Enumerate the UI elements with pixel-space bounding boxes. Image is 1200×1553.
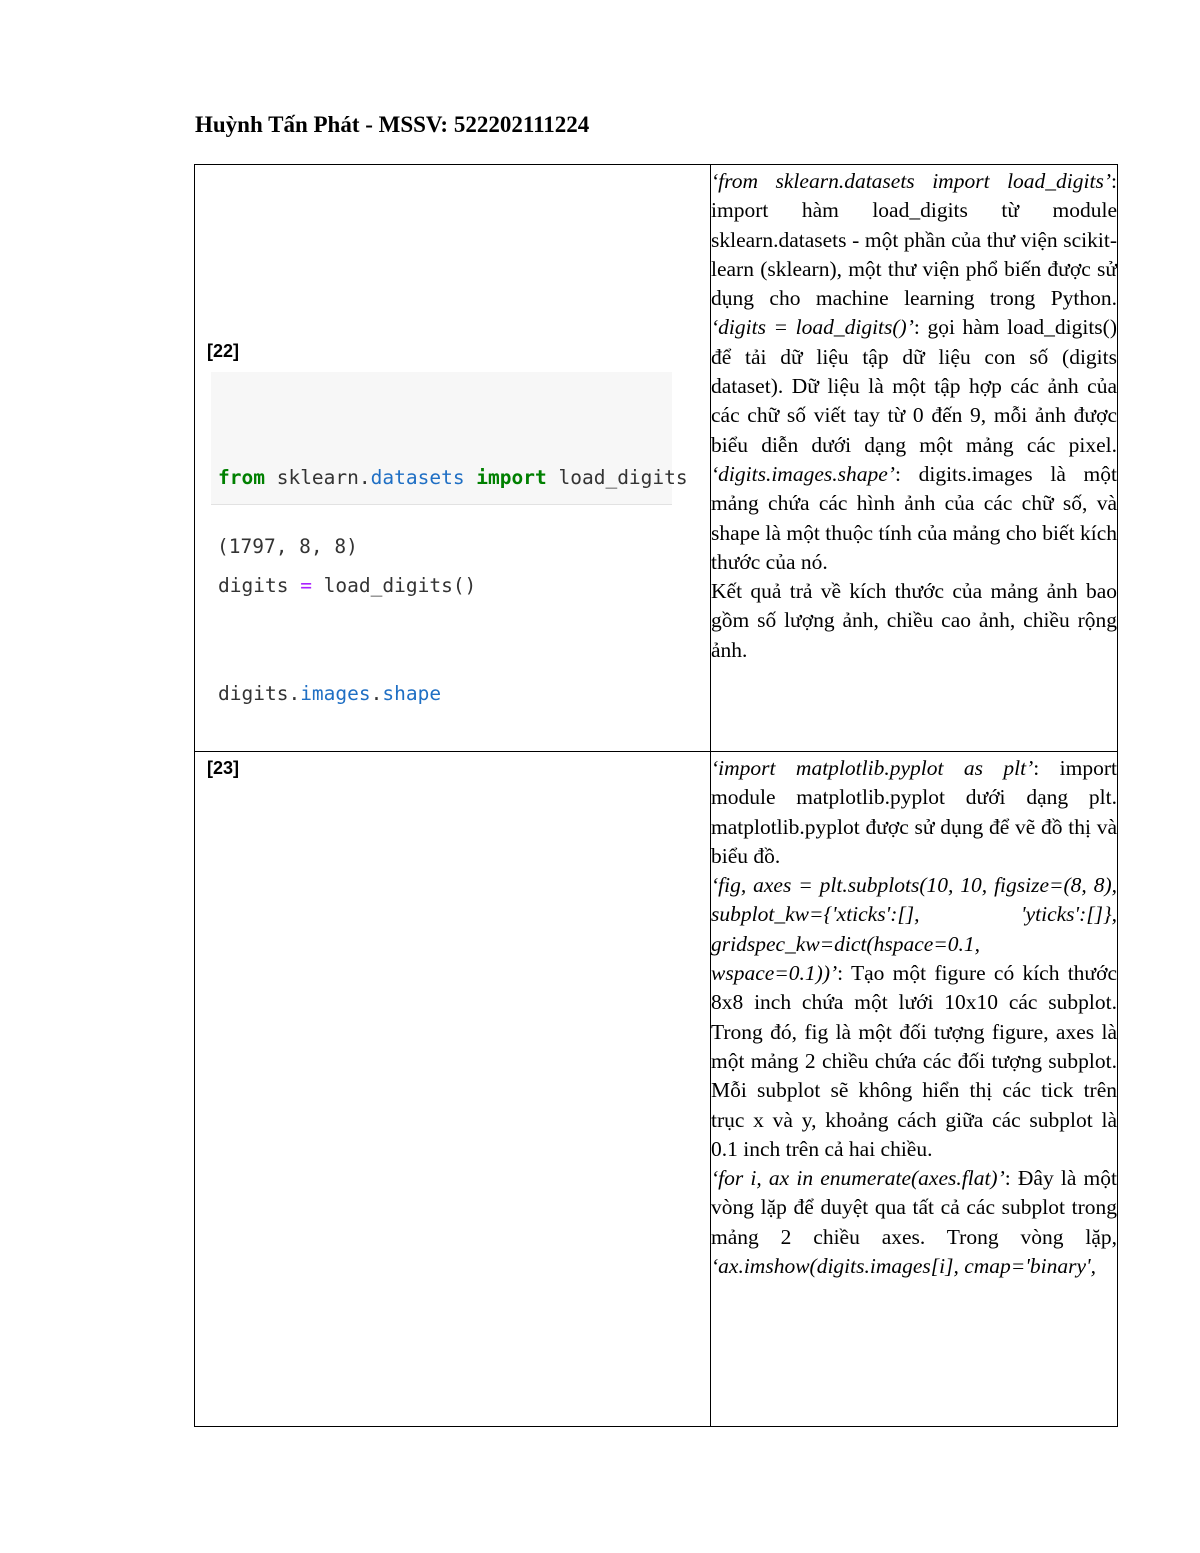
code-keyword: from [218,466,265,489]
code-token: digits. [218,682,301,705]
code-token: . [370,682,383,705]
explanation-text: : Đây là một vòng lặp để duyệt qua tất cả các subplot trong mảng 2 chiều axes. Trong vòng lặp, [711,1166,1117,1249]
explanation-text: : gọi hàm load_digits() để tải dữ liệu tập dữ liệu con số (digits dataset). Dữ liệu là một tập hợp các ảnh của các chữ số viết tay từ 0 đến 9, mỗi ảnh được biểu diễn dưới dạng một mảng các pixel. [711,315,1117,457]
code-output: (1797, 8, 8) [217,535,358,558]
code-attribute: images [300,682,371,705]
code-attribute: shape [382,682,442,705]
code-explanation-table [194,164,1118,1427]
explanation-text: : Tạo một figure có kích thước 8x8 inch chứa một lưới 10x10 các subplot. Trong đó, fig là một đối tượng figure, axes là một mảng 2 chiều chứa các đối tượng subplot. Mỗi subplot sẽ không hiển thị các tick trên trục x và y, khoảng cách giữa các subplot là 0.1 inch trên cả hai chiều. [711,961,1117,1161]
code-quote: ‘digits = load_digits()’ [711,315,914,340]
code-token: load_digits() [311,574,477,597]
code-attribute: datasets [370,466,465,489]
table-row [195,752,1118,1427]
code-keyword: import [464,466,547,489]
code-line [218,676,672,712]
explanation-text: : digits.images là một mảng chứa các hình ảnh của các chữ số, và shape là một thuộc tính của mảng cho biết kích thước của nó. [711,461,1117,574]
explanation-paragraph [711,754,1117,871]
explanation-text: : import hàm load_digits từ module sklearn.datasets - một phần của thư viện scikit-learn (sklearn), một thư viện phổ biến được sử dụng cho machine learning trong Python. [711,169,1117,311]
explanation-paragraph [711,871,1117,1164]
code-cell [195,165,711,752]
explanation-paragraph [711,1164,1117,1281]
code-quote: ‘from sklearn.datasets import load_digits’ [711,169,1112,193]
explanation-cell [711,165,1118,752]
explanation-paragraph [711,167,1117,577]
explanation-text: : import module matplotlib.pyplot dưới dạng plt. matplotlib.pyplot được sử dụng để vẽ đồ thị và biểu đồ. [711,756,1117,868]
code-token: load_digits [546,466,688,489]
code-quote: ‘fig, axes = plt.subplots(10, 10, figsize=(8, 8), subplot_kw={'xticks':[], 'yticks':[]}, gridspec_kw=dict(hspace=0.1, wspace=0.1))’ [711,873,1117,986]
code-line [218,568,672,604]
code-quote: ‘ax.imshow(digits.images[i], cmap='binary', [711,1254,1097,1279]
explanation-cell [711,752,1118,1427]
code-token: digits [218,574,301,597]
code-cell [195,752,711,1427]
explanation-paragraph: Kết quả trả về kích thước của mảng ảnh bao gồm số lượng ảnh, chiều cao ảnh, chiều rộng ảnh. [711,579,1117,662]
code-quote: ‘import matplotlib.pyplot as plt’ [711,756,1034,780]
code-quote: ‘digits.images.shape’ [711,461,895,486]
code-operator: = [300,574,312,597]
page-heading: Huỳnh Tấn Phát - MSSV: 522202111224 [195,112,590,137]
code-quote: ‘for i, ax in enumerate(axes.flat)’ [711,1166,1005,1191]
code-token: sklearn. [264,466,371,489]
cell-label: [23] [207,758,240,778]
code-line [218,460,688,496]
table-row [195,165,1118,752]
cell-label: [22] [207,341,240,361]
